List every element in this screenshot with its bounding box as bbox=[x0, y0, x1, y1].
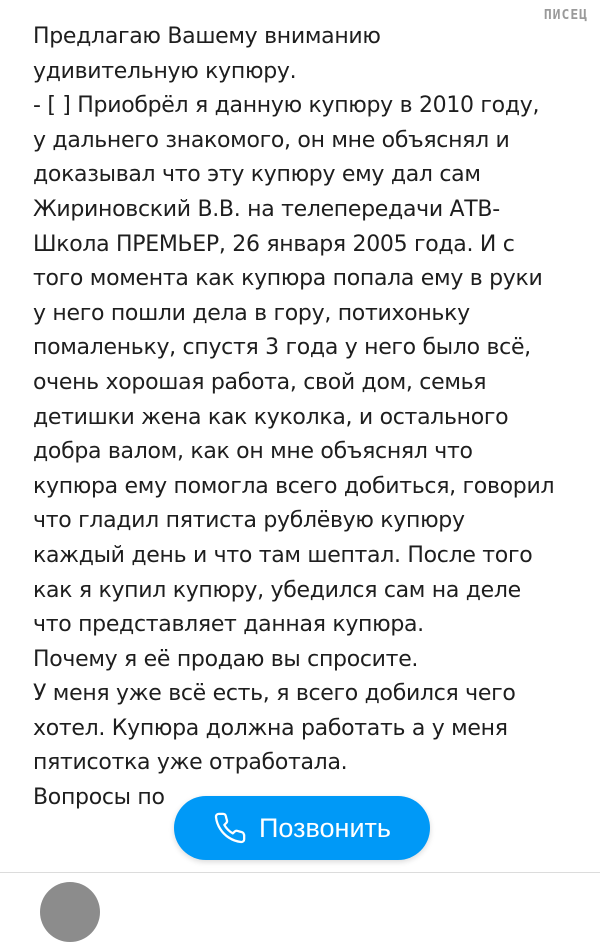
ad-line: хотел. Купюра должна работать а у меня bbox=[33, 715, 508, 741]
ad-line: удивительную купюру. bbox=[33, 58, 297, 84]
ad-line: Вопросы по bbox=[33, 785, 165, 811]
ad-line: Школа ПРЕМЬЕР, 26 января 2005 года. И с bbox=[33, 231, 515, 257]
call-button-label: Позвонить bbox=[259, 812, 391, 843]
ad-line: купюра ему помогла всего добиться, говорил bbox=[33, 473, 555, 499]
ad-line: у него пошли дела в гору, потихоньку bbox=[33, 300, 470, 326]
divider bbox=[0, 872, 600, 873]
ad-line: добра валом, как он мне объяснял что bbox=[33, 439, 473, 465]
ad-description bbox=[33, 20, 581, 816]
ad-line: доказывал что эту купюру ему дал сам bbox=[33, 162, 481, 188]
phone-icon bbox=[213, 811, 247, 845]
call-button[interactable] bbox=[174, 796, 430, 860]
avatar bbox=[40, 882, 100, 942]
ad-line: Почему я её продаю вы спросите. bbox=[33, 646, 419, 672]
ad-line: что гладил пятиста рублёвую купюру bbox=[33, 508, 465, 534]
ad-line: у дальнего знакомого, он мне объяснял и bbox=[33, 127, 510, 153]
ad-line: У меня уже всё есть, я всего добился чего bbox=[33, 681, 516, 707]
ad-line: что представляет данная купюра. bbox=[33, 612, 424, 638]
ad-line: каждый день и что там шептал. После того bbox=[33, 542, 533, 568]
ad-line: - [ ] Приобрёл я данную купюру в 2010 году, bbox=[33, 93, 540, 119]
ad-line: пятисотка уже отработала. bbox=[33, 750, 348, 776]
ad-line: Предлагаю Вашему вниманию bbox=[33, 24, 381, 49]
watermark: ПИСЕЦ bbox=[543, 8, 588, 23]
ad-line: как я купил купюру, убедился сам на деле bbox=[33, 577, 521, 603]
ad-line: помаленьку, спустя 3 года у него было всё, bbox=[33, 335, 531, 361]
ad-line: Жириновский В.В. на телепередачи АТВ- bbox=[33, 196, 500, 222]
ad-line: того момента как купюра попала ему в руки bbox=[33, 266, 543, 292]
ad-line: очень хорошая работа, свой дом, семья bbox=[33, 369, 487, 395]
ad-line: детишки жена как куколка, и остального bbox=[33, 404, 509, 430]
